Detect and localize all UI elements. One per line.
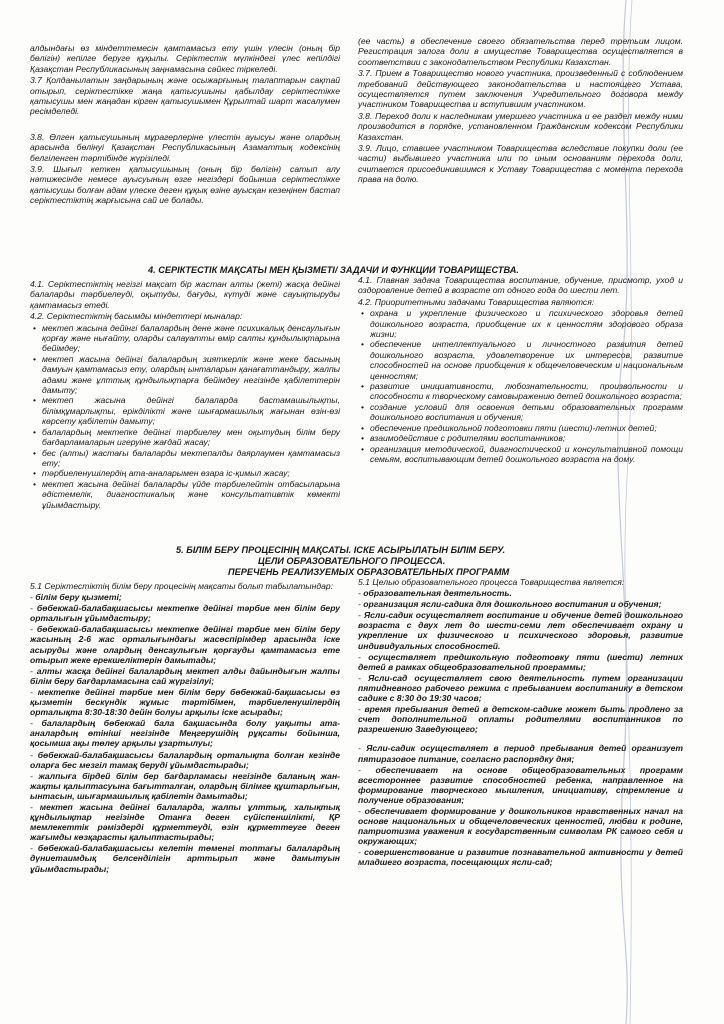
- list-item: - бөбекжай-балабақшасысы мектепке дейінгі тәрбие мен білім беру жасының 2-6 жас орталығындағы жасөспірімдер арасында іске асыруды және олардың денсаулығын қорғауды қамтамасыз ете отырып жеке ерекшеліктерін дамытады;: [30, 624, 341, 665]
- paragraph: 5.1 Целью образовательного процесса Товарищества является:: [358, 577, 625, 587]
- list-item: - алты жасқа дейінгі балалардың мектеп алды дайындығын жалпы білім беру бағдарламасына сай жүргізілуі;: [30, 665, 340, 686]
- list-item: • мектеп жасына дейінгі балаларда бастамашылықты, білімқұмарлықты, ерікділікті және шығармашылық жағынан өзін-өзі көрсету қабілетін дамыту;: [42, 395, 340, 426]
- stamp-trace-decoration: [612, 0, 640, 1024]
- list-item: • организация методической, диагностической и консультативной помощи семьям, воспитывающим детей дошкольного возраста на дому.: [370, 444, 683, 465]
- paragraph: 4.1. Главная задача Товарищества воспитание, обучение, присмотр, уход и оздоровление детей в возрасте от одного года до шести лет.: [358, 275, 683, 296]
- list-item: - балалардың бөбекжай бала бақшасында болу уақыты ата-аналардың өтініші негізінде Меңгерушідің рұқсаты бойынша, қосымша ақы төлеу арқылы ұзартылуы;: [30, 718, 341, 749]
- list-item: - Ясли-садик осуществляет воспитание и обучение детей дошкольного возраста с двух лет до шести-семи лет обеспечивает охрану и укрепление их физического и психического здоровья, развитие индивидуальных способностей.: [358, 610, 684, 651]
- list-item: • создание условий для освоения детьми образовательных программ дошкольного воспитания и обучения;: [370, 402, 683, 423]
- list-item: - жалпыға бірдей білім бер бағдарламасы негізінде баланың жан-жақты қалыптасуына бағытталған, олардың білімге құштарлығын, ынтасын, шығармашылық қабілетін дамытады;: [30, 770, 341, 801]
- list-item: • обеспечение предшкольной подготовки пяти (шести)-летних детей;: [370, 423, 683, 433]
- list-item: - бөбекжай-балабақшасысы мектепке дейінгі тәрбие мен білім беру орталығын ұйымдастыру;: [30, 603, 341, 624]
- list-item: • балалардың мектепке дейінгі тәрбиелеу мен оқытудың білім беру бағдарламаларын игеруіне жағдай жасау;: [42, 427, 340, 448]
- list-item: - бөбекжай-балабақшасысы келетін төменгі топтағы балалардың дүниетаимдық белсенділігін арттырып және дамытуын ұйымдастырады;: [30, 843, 340, 874]
- list-item: - бөбекжай-балабақшасысы балалардың орталықта болған кезінде оларға бес мезгіл тамақ беруді ұйымдастырады;: [30, 749, 341, 770]
- paragraph: 3.8. Өлген қатысушының мұрагерлеріне үлестін ауысуы және олардың арасында бөлінуі Қазақстан Республикасының Азаматтық кодексінің белгіленген тәртібінде жүрізіледі.: [30, 131, 340, 163]
- section-5-left-column: [30, 581, 340, 875]
- section-5-heading: 5. БІЛІМ БЕРУ ПРОЦЕСІНІҢ МАҚСАТЫ. ІСКЕ АСЫРЫЛАТЫН БІЛІМ БЕРУ.: [176, 545, 506, 555]
- list-item: - время пребывания детей в детском-садике может быть продлено за счет дополнительной оплаты родителями воспитанников по разрешению Заведующего;: [358, 704, 683, 735]
- bullet-list: [30, 323, 340, 510]
- paragraph: 4.1. Серіктестіктің негізгі мақсат бір жастан алты (жеті) жасқа дейінгі балаларды тәрбиелеуді, оқытуды, бағуды, күтуді және сауықтыруды қамтамасыз етеді.: [30, 279, 340, 310]
- list-item: - обеспечивает на основе общеобразовательных программ всестороннее развитие способностей ребенка, направленное на формирование творческого мышления, инициативу, стремление и получение образования;: [358, 764, 683, 805]
- list-item: • развитие инициативности, любознательности, произвольности и способности к творческому самовыражению детей дошкольного возраста;: [370, 381, 683, 402]
- list-item: • мектеп жасына дейінгі балалардың зияткерлік және жеке басының дамуын қамтамасыз ету, олардың ынталарын қанағаттандыру, жалпы адами және ұлттық құндылықтарға бейімдеу негізінде қабілеттерін дамыту;: [42, 354, 340, 396]
- list-item: - осуществляет предшкольную подготовку пяти (шести) летних детей в рамках общеобразовательной программы;: [358, 651, 684, 672]
- list-item: • обеспечение интеллектуального и личностного развития детей дошкольного возраста, удовлетворение их интересов, развитие способностей на основе приобщения к общечеловеческим и национальным ценностям;: [370, 339, 683, 381]
- paragraph: 3.9. Лицо, ставшее участником Товарищества вследствие покупки доли (ее части) выбывшего участника или по иным основаниям перехода доли, считается присоединившимся к Уставу Товарищества с момента перехода права на долю.: [358, 143, 683, 185]
- list-item: - мектеп жасына дейінгі балаларда, жалпы ұлттық, халықтық құндылықтар негізінде Отанға деген сүйіспеншілікті, ҚР мемлекеттік рәміздерді құрметтеуді, өзін құрметтеуге деген жағымды көзқарасты қалыптастырады;: [30, 801, 341, 843]
- paragraph: 3.9. Шығып кеткен қатысушының (оның бір бөлігін) сатып алу нәтижесінде немесе ауысуының өзге негіздері бойынша серіктестікке қатысушы болған адам үлеске деген құқық өзіне ауысқан кезеңінен бастап серіктестіктің жарғысына сай ие болады.: [30, 164, 340, 206]
- paragraph: 4.2. Серіктестіктің басымды міндеттері мыналар:: [30, 311, 243, 322]
- list-item: - білім беру қызметі;: [30, 592, 122, 603]
- list-item: • охрана и укрепление физического и психического здоровья детей дошкольного возраста, приобщение их к ценностям здорового образа жизни;: [370, 308, 683, 339]
- list-item: - образовательная деятельность.: [358, 588, 512, 599]
- list-item: • мектеп жасына дейінгі балаларды үйде тәрбиелейтін отбасыларына әдістемелік, диагностикалық және консультативтік көмекті ұйымдастыру.: [42, 479, 340, 510]
- section-4-heading: 4. СЕРІКТЕСТІК МАҚСАТЫ МЕН ҚЫЗМЕТІ/ ЗАДАЧИ И ФУНКЦИИ ТОВАРИЩЕСТВА.: [148, 265, 519, 275]
- top-left-column: [30, 43, 340, 207]
- section-5-subheading: ПЕРЕЧЕНЬ РЕАЛИЗУЕМЫХ ОБРАЗОВАТЕЛЬНЫХ ПРОГРАММ: [228, 567, 510, 577]
- paragraph: 3.8. Переход доли к наследникам умершего участника и ее раздел между ними производится в порядке, установленном Гражданским кодексом Республики Казахстан.: [358, 110, 683, 142]
- list-item: - Ясли-сад осуществляет свою деятельность путем организации пятидневного рабочего режима с пребыванием воспитанику в детском садике с 8:30 до 19:30 часов;: [358, 672, 683, 704]
- list-item: • взаимодействие с родителями воспитанников;: [370, 433, 683, 443]
- list-item: • мектеп жасына дейінгі балалардың дене және психикалық денсаулығын қорғау және нығайту, оларды салауатты өмір салты құндылықтарына бейімдеу;: [42, 323, 340, 354]
- list-item: - обеспечивает формирование у дошкольников нравственных начал на основе национальных и общечеловеческих ценностей, любви к родине, патриотизма уважения к государственным символам РК самого себя и окружающих;: [358, 805, 683, 847]
- list-item: • тәрбиеленушілердің ата-аналарымен өзара іс-қимыл жасау;: [42, 468, 340, 478]
- list-item: - организация ясли-садика для дошкольного воспитания и обучения;: [358, 599, 662, 610]
- list-item: • бес (алты) жастағы балаларды мектепалды даярлаумен қамтамасыз ету;: [42, 448, 340, 469]
- section-4-left-column: [30, 279, 340, 510]
- paragraph: алдындағы өз міндеттемесін қамтамасыз ету үшін үлесін (оның бір бөлігін) кепілге беруге құқылы. Серіктестік мүлкіндегі үлес кепілдігі Қазақстан Республикасының заңнамасына сәйкес тіркеледі.: [30, 43, 340, 74]
- paragraph: (ее часть) в обеспечение своего обязательства перед третьим лицом. Регистрация залога доли в имуществе Товарищества осуществляется в соответствии с законодательством Республики Казахстан.: [358, 36, 683, 67]
- paragraph: 5.1 Серіктестіктің білім беру процесінің мақсаты болып табылатындар:: [30, 581, 334, 591]
- list-item: - мектепке дейінгі тәрбие мен білім беру бөбекжай-бақшасысы өз қызметін бескүндік жұмыс тәртібімен, тәрбиеленушілердің орталықта 8:30-18:30 дейін болуы арқылы іске асырады;: [30, 686, 340, 718]
- paragraph: 3.7 Қолданылатын заңдарының және осыжарғының талаптарын сақтай отырып, серіктестікке жаңа қатысушыны қабылдау серіктестікке қатысушы мен жаңадан кірген қатысушымен Құрылтай шарт жасалумен ресімделеді.: [30, 75, 340, 117]
- list-item: - Ясли-садик осуществляет в период пребывания детей организует пятиразовое питание, согласно распорядку дня;: [358, 743, 684, 764]
- list-item: - совершенствование и развитие познавательной активности у детей младшего возраста, посещающих ясли-сад;: [358, 847, 684, 868]
- paragraph: 4.2. Приоритетными задачами Товарищества являются:: [358, 296, 595, 307]
- section-5-subheading: ЦЕЛИ ОБРАЗОВАТЕЛЬНОГО ПРОЦЕССА.: [258, 556, 446, 566]
- paragraph: 3.7. Прием в Товарищество нового участника, произведенный с соблюдением требований действующего законодательства и настоящего Устава, осуществляется путем заключения Учредительного договора между участником Товарищества и вступившим участником.: [358, 68, 683, 110]
